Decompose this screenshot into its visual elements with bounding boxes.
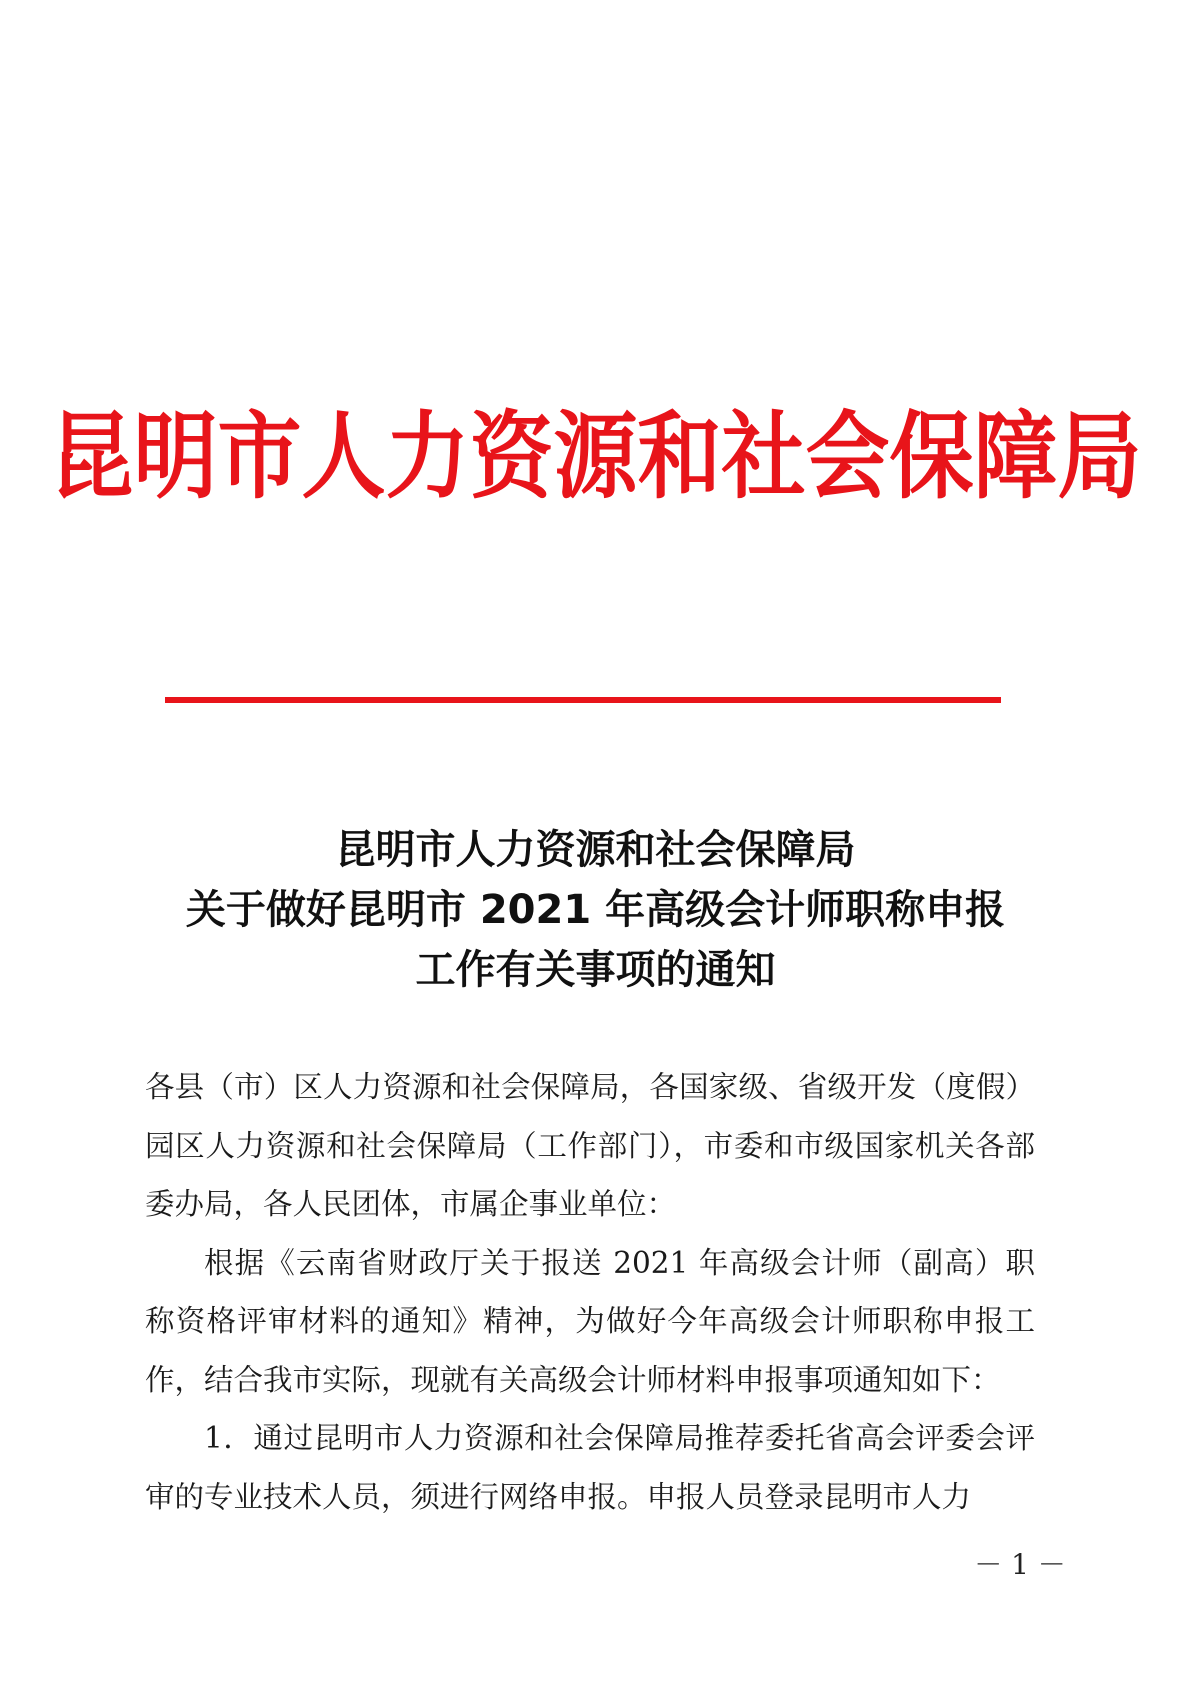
page-number: － 1 － xyxy=(974,1548,1066,1581)
title-line-2: 关于做好昆明市 2021 年高级会计师职称申报 xyxy=(185,887,1006,933)
intro-paragraph: 根据《云南省财政厅关于报送 2021 年高级会计师（副高）职称资格评审材料的通知》精神，为做好今年高级会计师职称申报工作，结合我市实际，现就有关高级会计师材料申报事项通知如下： xyxy=(145,1245,1035,1397)
red-divider-rule xyxy=(165,697,1001,703)
title-line-3: 工作有关事项的通知 xyxy=(415,947,776,993)
item-1-paragraph: 1．通过昆明市人力资源和社会保障局推荐委托省高会评委会评审的专业技术人员，须进行网络申报。申报人员登录昆明市人力 xyxy=(145,1421,1035,1514)
document-body xyxy=(145,1058,1035,1526)
document-title xyxy=(0,820,1191,1000)
title-line-1: 昆明市人力资源和社会保障局 xyxy=(335,827,856,873)
masthead-title: 昆明市人力资源和社会保障局 xyxy=(49,400,1142,512)
salutation-paragraph: 各县（市）区人力资源和社会保障局，各国家级、省级开发（度假）园区人力资源和社会保障局（工作部门），市委和市级国家机关各部委办局，各人民团体，市属企事业单位： xyxy=(145,1070,1035,1221)
